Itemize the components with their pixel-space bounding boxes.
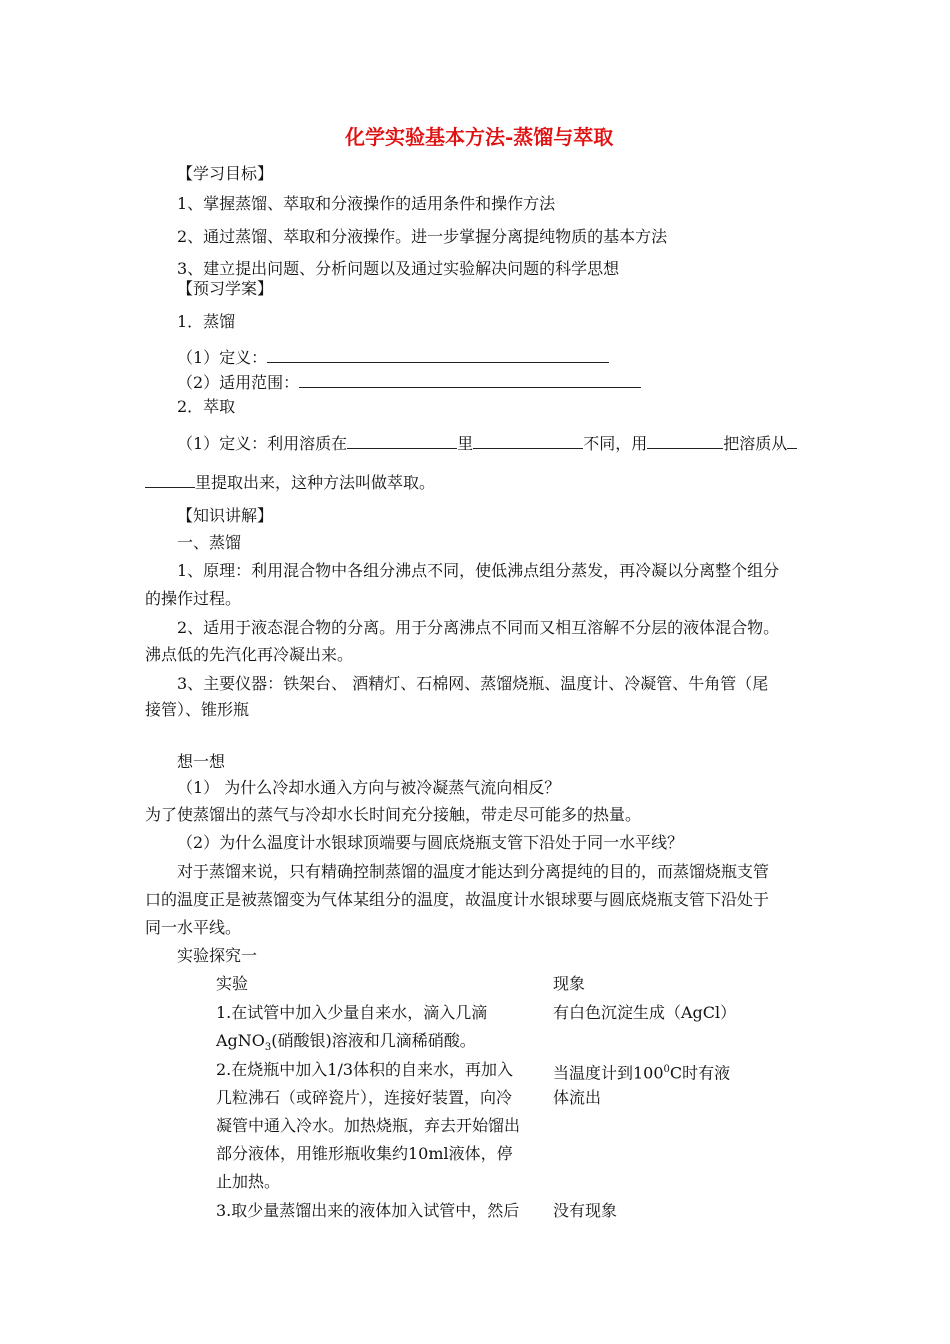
goal-item: 3、建立提出问题、分析问题以及通过实验解决问题的科学思想 [177,259,620,278]
extract-text: 把溶质从 [723,434,788,453]
principle-text: 1、原理：利用混合物中各组分沸点不同，使低沸点组分蒸发，再冷凝以分离整个组分 [177,561,780,580]
table-header-experiment: 实验 [216,974,249,993]
instruments-text: 3、主要仪器：铁架台、 酒精灯、石棉网、蒸馏烧瓶、温度计、冷凝管、牛角管（尾 [177,674,769,693]
page-title: 化学实验基本方法-蒸馏与萃取 [345,125,614,149]
table-cell-experiment [216,1030,476,1059]
table-cell-phenomenon [553,1059,730,1084]
part-heading: 一、蒸馏 [177,533,242,552]
fill-blank[interactable] [145,471,195,488]
table-cell-experiment: 凝管中通入冷水。加热烧瓶，弃去开始馏出 [216,1116,521,1135]
question-text: （2）为什么温度计水银球顶端要与圆底烧瓶支管下沿处于同一水平线？ [177,833,684,852]
experiment-text: (硝酸银)溶液和几滴稀硝酸。 [271,1031,476,1050]
table-cell-phenomenon: 没有现象 [553,1201,618,1220]
extract-text: 里 [457,434,474,453]
distill-scope-line [177,371,641,394]
table-cell-phenomenon: 有白色沉淀生成（AgCl） [553,1003,737,1022]
formula-text: AgNO [216,1031,265,1050]
answer-text: 口的温度正是被蒸馏变为气体某组分的温度，故温度计水银球要与圆底烧瓶支管下沿处于 [145,890,770,909]
fill-blank[interactable] [647,432,723,449]
answer-text: 为了使蒸馏出的蒸气与冷却水长时间充分接触，带走尽可能多的热量。 [145,805,642,824]
knowledge-heading: 【知识讲解】 [177,506,274,525]
scope-text: 2、适用于液态混合物的分离。用于分离沸点不同而又相互溶解不分层的液体混合物。 [177,618,780,637]
instruments-text: 接管）、锥形瓶 [145,700,250,719]
distill-heading: 1．蒸馏 [177,312,236,331]
table-cell-experiment: 几粒沸石（或碎瓷片），连接好装置，向冷 [216,1088,513,1107]
fill-blank[interactable] [267,346,609,363]
extract-definition-line-2 [145,471,435,494]
fill-blank[interactable] [787,432,797,449]
preview-heading: 【预习学案】 [177,279,274,298]
principle-text: 的操作过程。 [145,589,242,608]
distill-scope-label: （2）适用范围： [177,373,300,392]
distill-definition-label: （1）定义： [177,348,268,367]
extract-heading: 2．萃取 [177,397,236,416]
phenomenon-text: C时有液 [669,1063,731,1083]
table-cell-experiment: 止加热。 [216,1172,281,1191]
extract-text: 里提取出来，这种方法叫做萃取。 [195,473,436,492]
fill-blank[interactable] [347,432,457,449]
table-cell-experiment: 1.在试管中加入少量自来水，滴入几滴 [216,1003,488,1022]
extract-definition-line [177,432,797,455]
goal-item: 2、通过蒸馏、萃取和分液操作。进一步掌握分离提纯物质的基本方法 [177,227,668,246]
distill-definition-line [177,346,609,369]
phenomenon-text: 当温度计到100 [553,1063,664,1083]
formula-subscript: 3 [264,1042,272,1054]
fill-blank[interactable] [473,432,583,449]
answer-text: 同一水平线。 [145,918,242,937]
extract-text: （1）定义：利用溶质在 [177,434,348,453]
answer-text: 对于蒸馏来说，只有精确控制蒸馏的温度才能达到分离提纯的目的，而蒸馏烧瓶支管 [177,862,770,881]
table-cell-phenomenon: 体流出 [553,1088,602,1107]
table-cell-experiment: 3.取少量蒸馏出来的液体加入试管中，然后 [216,1201,520,1220]
question-text: （1） 为什么冷却水通入方向与被冷凝蒸气流向相反？ [177,778,561,797]
think-heading: 想一想 [177,752,226,771]
goal-item: 1、掌握蒸馏、萃取和分液操作的适用条件和操作方法 [177,194,556,213]
table-cell-experiment: 部分液体，用锥形瓶收集约10ml液体，停 [216,1144,513,1163]
goals-heading: 【学习目标】 [177,164,274,183]
scope-text: 沸点低的先汽化再冷凝出来。 [145,645,354,664]
table-cell-experiment: 2.在烧瓶中加入1/3体积的自来水，再加入 [216,1060,514,1079]
extract-text: 不同，用 [583,434,648,453]
table-header-phenomenon: 现象 [553,974,586,993]
explore-heading: 实验探究一 [177,946,258,965]
fill-blank[interactable] [299,371,641,388]
degree-superscript: 0 [663,1064,670,1075]
